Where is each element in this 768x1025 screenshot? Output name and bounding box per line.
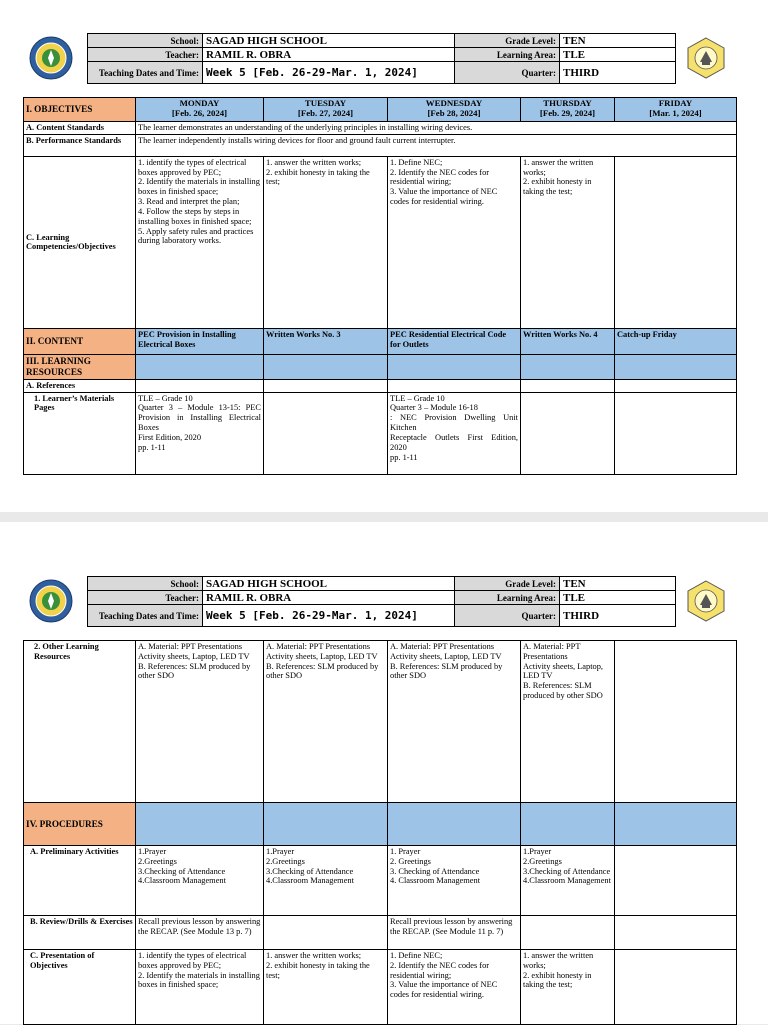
- learning-area-label: Learning Area:: [496, 592, 556, 603]
- presentation-objectives-label: C. Presentation of Objectives: [30, 951, 95, 970]
- teacher-label: Teacher:: [165, 592, 199, 603]
- content-tuesday: Written Works No. 3: [266, 329, 341, 339]
- day-name: MONDAY: [179, 98, 220, 108]
- grade-level: TEN: [563, 577, 586, 590]
- competencies-monday: 1. identify the types of electrical boxes approved by PEC; 2. Identify the materials in installing boxes in finished space; 3. Read and interpret the plan; 4. Follow the steps by steps in installing boxes in finished space; 5. Apply safety rules and practices during laboratory works.: [138, 157, 260, 246]
- presentation-thursday: 1. answer the written works; 2. exhibit honesty in taking the test;: [523, 951, 594, 990]
- competencies-tuesday: 1. answer the written works; 2. exhibit honesty in taking the test;: [266, 157, 370, 187]
- review-drills-label: B. Review/Drills & Exercises: [30, 917, 133, 926]
- day-name: TUESDAY: [304, 98, 347, 108]
- performance-standards-label: B. Performance Standards: [26, 135, 122, 145]
- dll-table-page-2: [23, 640, 737, 1025]
- learning-area: TLE: [563, 48, 586, 61]
- school-label: School:: [170, 578, 199, 589]
- preliminary-thursday: 1.Prayer 2.Greetings 3.Checking of Attendance 4.Classroom Management: [523, 847, 611, 886]
- page-header: [23, 33, 736, 83]
- learning-area: TLE: [563, 591, 586, 604]
- day-date: [Feb. 29, 2024]: [539, 107, 596, 118]
- content-thursday: Written Works No. 4: [523, 329, 598, 339]
- quarter-label: Quarter:: [521, 67, 556, 78]
- dll-table-page-1: [23, 97, 737, 475]
- other-resources-tuesday: A. Material: PPT Presentations Activity sheets, Laptop, LED TV B. References: SLM produced by other SDO: [266, 642, 379, 681]
- teacher-name: RAMIL R. OBRA: [206, 591, 292, 604]
- presentation-wednesday: 1. Define NEC; 2. Identify the NEC codes for residential wiring; 3. Value the importance of NEC codes for residential wiring.: [390, 951, 498, 1000]
- teaching-dates: Week 5 [Feb. 26-29-Mar. 1, 2024]: [206, 609, 418, 622]
- page-1: [0, 0, 768, 512]
- content-standards-label: A. Content Standards: [26, 123, 104, 132]
- other-resources-monday: A. Material: PPT Presentations Activity sheets, Laptop, LED TV B. References: SLM produced by other SDO: [138, 642, 251, 681]
- day-name: WEDNESDAY: [425, 98, 483, 108]
- other-resources-wednesday: A. Material: PPT Presentations Activity sheets, Laptop, LED TV B. References: SLM produced by other SDO: [390, 642, 503, 681]
- school-name: SAGAD HIGH SCHOOL: [206, 577, 328, 590]
- school-seal-icon: [29, 579, 73, 623]
- quarter: THIRD: [563, 609, 600, 622]
- other-resources-thursday: A. Material: PPT Presentations Activity sheets, Laptop, LED TV B. References: SLM produced by other SDO: [523, 642, 604, 701]
- department-seal-icon: [684, 579, 728, 623]
- quarter-label: Quarter:: [521, 610, 556, 621]
- teaching-dates: Week 5 [Feb. 26-29-Mar. 1, 2024]: [206, 66, 418, 79]
- competencies-wednesday: 1. Define NEC; 2. Identify the NEC codes for residential wiring; 3. Value the importance of NEC codes for residential wiring.: [390, 157, 498, 207]
- school-name: SAGAD HIGH SCHOOL: [206, 34, 328, 47]
- preliminary-activities-label: A. Preliminary Activities: [30, 847, 119, 856]
- competencies-thursday: 1. answer the written works; 2. exhibit honesty in taking the test;: [523, 157, 594, 197]
- teaching-dates-label: Teaching Dates and Time:: [98, 610, 199, 621]
- grade-level-label: Grade Level:: [505, 35, 556, 46]
- page-header: [23, 576, 736, 626]
- header-info-table: [87, 576, 676, 627]
- other-resources-label: 2. Other Learning Resources: [34, 642, 99, 661]
- review-wednesday: Recall previous lesson by answering the RECAP. (See Module 11 p. 7): [390, 917, 513, 936]
- learning-competencies-label: C. Learning Competencies/Objectives: [26, 232, 116, 252]
- day-name: FRIDAY: [658, 98, 693, 108]
- header-info-table: [87, 33, 676, 84]
- grade-level: TEN: [563, 34, 586, 47]
- teaching-dates-label: Teaching Dates and Time:: [98, 67, 199, 78]
- school-seal-icon: [29, 36, 73, 80]
- preliminary-wednesday: 1. Prayer 2. Greetings 3. Checking of Attendance 4. Classroom Management: [390, 847, 481, 886]
- references-label: A. References: [26, 380, 76, 390]
- day-date: [Feb 28, 2024]: [427, 107, 481, 118]
- preliminary-monday: 1.Prayer 2.Greetings 3.Checking of Attendance 4.Classroom Management: [138, 847, 226, 886]
- learners-materials-wednesday: TLE – Grade 10 Quarter 3 – Module 16-18 : NEC Provision Dwelling Unit Kitchen Receptacle Outlets First Edition, 2020 pp. 1-11: [390, 393, 518, 462]
- teacher-name: RAMIL R. OBRA: [206, 48, 292, 61]
- content-wednesday: PEC Residential Electrical Code for Outlets: [390, 329, 507, 349]
- grade-level-label: Grade Level:: [505, 578, 556, 589]
- content-monday: PEC Provision in Installing Electrical Boxes: [138, 329, 236, 349]
- day-date: [Feb. 26, 2024]: [171, 107, 228, 118]
- presentation-tuesday: 1. answer the written works; 2. exhibit honesty in taking the test;: [266, 951, 370, 980]
- teacher-label: Teacher:: [165, 49, 199, 60]
- learners-materials-label: 1. Learner’s Materials Pages: [34, 393, 115, 413]
- day-date: [Mar. 1, 2024]: [649, 107, 702, 118]
- presentation-monday: 1. identify the types of electrical boxes approved by PEC; 2. Identify the materials in installing boxes in finished space;: [138, 951, 260, 990]
- learners-materials-monday: TLE – Grade 10 Quarter 3 – Module 13-15: PEC Provision in Installing Electrical Boxes First Edition, 2020 pp. 1-11: [138, 393, 261, 452]
- content-friday: Catch-up Friday: [617, 329, 677, 339]
- preliminary-tuesday: 1.Prayer 2.Greetings 3.Checking of Attendance 4.Classroom Management: [266, 847, 354, 886]
- content-standards: The learner demonstrates an understanding of the underlying principles in installing wiring devices.: [138, 123, 473, 132]
- learning-area-label: Learning Area:: [496, 49, 556, 60]
- content-title: II. CONTENT: [26, 335, 84, 346]
- objectives-title: I. OBJECTIVES: [26, 104, 93, 115]
- review-monday: Recall previous lesson by answering the RECAP. (See Module 13 p. 7): [138, 917, 261, 936]
- learning-resources-title: III. LEARNING RESOURCES: [26, 355, 91, 377]
- day-date: [Feb. 27, 2024]: [297, 107, 354, 118]
- day-name: THURSDAY: [543, 98, 592, 108]
- school-label: School:: [170, 35, 199, 46]
- quarter: THIRD: [563, 66, 600, 79]
- department-seal-icon: [684, 36, 728, 80]
- procedures-title: IV. PROCEDURES: [26, 818, 103, 829]
- performance-standards: The learner independently installs wiring devices for floor and ground fault current interrupter.: [138, 135, 456, 145]
- page-2: [0, 522, 768, 1024]
